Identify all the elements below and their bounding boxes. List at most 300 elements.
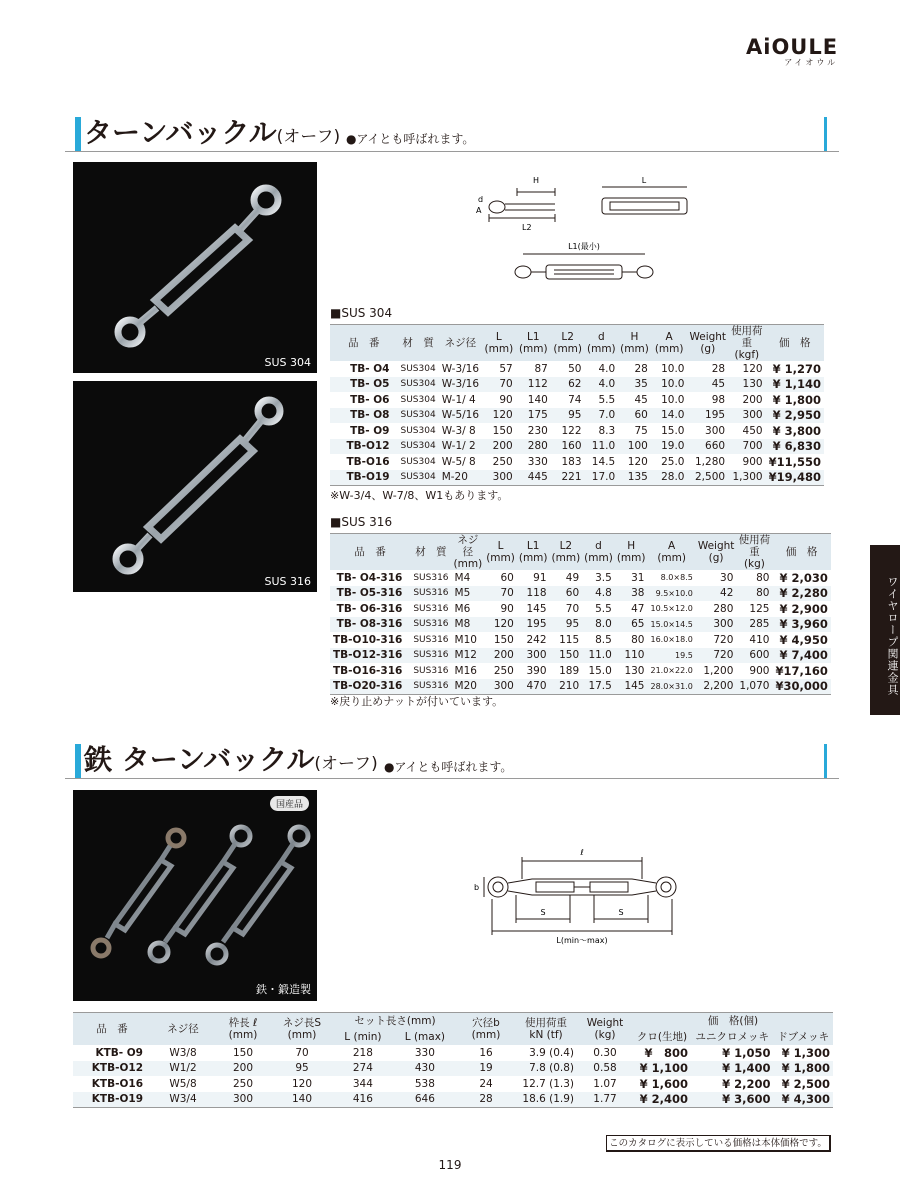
cell: SUS304 <box>400 425 436 436</box>
ktb-head-price-galvanized: ドブメッキ <box>774 1030 833 1045</box>
cell: 28 <box>711 362 726 375</box>
table-ktb <box>73 1012 833 1108</box>
cell: 19 <box>457 1061 515 1077</box>
cell: ¥17,160 <box>775 663 828 678</box>
cell: ¥ 1,300 <box>781 1045 830 1060</box>
cell: 24 <box>479 1077 493 1090</box>
cell: SUS316 <box>410 617 451 633</box>
cell: 11.0 <box>585 439 619 455</box>
cell: 17.0 <box>585 470 619 486</box>
cell: M5 <box>452 586 485 602</box>
cell: 49 <box>565 571 580 584</box>
cell: KTB-O19 <box>73 1092 151 1108</box>
cell: SUS316 <box>410 648 451 664</box>
ktb-head-load: 使用荷重 kN (tf) <box>515 1013 577 1045</box>
cell: 0.58 <box>577 1061 633 1077</box>
diagram1-L1: L1(最小) <box>568 242 600 251</box>
table316-head-A: A (mm) <box>647 534 695 571</box>
diagram2-s1: S <box>540 908 546 917</box>
cell: 1,200 <box>703 664 734 677</box>
cell: 38 <box>615 586 648 602</box>
cell: 14.5 <box>591 455 616 468</box>
cell: 19.0 <box>651 439 688 455</box>
cell: 70 <box>482 377 516 393</box>
cell: 330 <box>527 455 548 468</box>
cell: 300 <box>484 679 517 695</box>
cell: 720 <box>713 633 734 646</box>
cell: 10.0 <box>651 377 688 393</box>
ktb-head-price-unichrome: ユニクロメッキ <box>691 1030 774 1045</box>
cell: 900 <box>749 664 770 677</box>
cell: 300 <box>696 617 737 633</box>
cell: W5/8 <box>169 1077 197 1090</box>
photo-sus316 <box>73 381 317 592</box>
cell: SUS304 <box>398 439 439 455</box>
ktb-head-lmin: L (min) <box>333 1030 393 1045</box>
cell: 150 <box>492 424 513 437</box>
photo-iron <box>73 790 317 1001</box>
cell: 195 <box>517 617 550 633</box>
table316-head-H: H (mm) <box>615 534 648 571</box>
cell: 8.5 <box>595 633 612 646</box>
table-row <box>330 377 824 393</box>
cell: 200 <box>215 1061 271 1077</box>
table304-head-H: H (mm) <box>618 325 651 362</box>
cell: 3.9 (0.4) <box>529 1046 574 1059</box>
cell: 98 <box>711 393 726 406</box>
cell: TB- O4 <box>350 362 390 375</box>
cell: 300 <box>728 408 766 424</box>
cell: 1.77 <box>577 1092 633 1108</box>
cell: ¥19,480 <box>766 470 824 486</box>
diagram2-b: b <box>474 883 480 892</box>
cell: 4.8 <box>582 586 615 602</box>
table316-head-d: d (mm) <box>582 534 615 571</box>
table-row <box>330 632 831 648</box>
cell: 14.0 <box>651 408 688 424</box>
cell: 28 <box>634 362 648 375</box>
page-number: 119 <box>438 1158 462 1172</box>
turnbuckle-dimension-diagram <box>470 172 700 292</box>
table316-note: ※戻り止めナットが付いています。 <box>330 695 504 708</box>
cell: TB-O16-316 <box>333 664 403 677</box>
table-row <box>73 1061 833 1077</box>
cell: 8.3 <box>598 424 616 437</box>
cell: 70 <box>565 602 580 615</box>
logo-text: AiOULE <box>746 35 839 59</box>
ktb-head-frame: 枠長 ℓ (mm) <box>215 1013 271 1045</box>
cell: ¥ 2,500 <box>781 1076 830 1091</box>
cell: TB- O5-316 <box>330 586 410 602</box>
cell: SUS316 <box>410 586 451 602</box>
table304-head-load: 使用荷重 (kgf) <box>728 325 766 362</box>
cell: KTB-O16 <box>91 1077 143 1090</box>
cell: ¥ 3,600 <box>691 1092 774 1108</box>
cell: 95 <box>550 617 583 633</box>
diagram1-L: L <box>641 176 647 185</box>
cell: 1,300 <box>728 470 766 486</box>
cell: ¥ 1,050 <box>722 1045 771 1060</box>
table-row <box>73 1076 833 1092</box>
diagram2-s2: S <box>618 908 624 917</box>
table-row <box>330 570 831 586</box>
cell: 300 <box>705 424 726 437</box>
table304-head-weight: Weight (g) <box>687 325 728 362</box>
diagram1-A: A <box>476 206 482 215</box>
section1-left-bar <box>75 117 81 151</box>
iron-turnbuckles-image <box>73 790 317 1001</box>
cell: 646 <box>393 1092 457 1108</box>
table-row <box>330 361 824 377</box>
cell: 4.0 <box>598 362 616 375</box>
section2-title-paren: (オーフ) <box>314 754 378 774</box>
cell: M16 <box>454 664 477 677</box>
cell: 12.7 (1.3) <box>522 1077 574 1090</box>
cell: 120 <box>484 617 517 633</box>
cell: 250 <box>232 1077 254 1090</box>
table304-head-L2: L2 (mm) <box>551 325 585 362</box>
cell: TB-O20-316 <box>330 679 410 695</box>
ktb-head-thread-len: ネジ長S (mm) <box>271 1013 333 1045</box>
cell: ¥ 2,400 <box>633 1092 691 1108</box>
cell: M12 <box>452 648 485 664</box>
cell: ¥ 2,900 <box>779 601 828 616</box>
table304-head-d: d (mm) <box>585 325 619 362</box>
cell: 175 <box>516 408 551 424</box>
cell: SUS316 <box>413 634 449 645</box>
ktb-head-thread: ネジ径 <box>151 1013 215 1045</box>
cell: M6 <box>454 602 471 615</box>
iron-turnbuckle-dimension-diagram <box>470 843 700 948</box>
cell: 3.5 <box>595 571 612 584</box>
photo-sus316-label: SUS 316 <box>264 575 311 588</box>
cell: 16.0×18.0 <box>650 635 693 645</box>
cell: M-20 <box>439 470 482 486</box>
ktb-head-weight: Weight (kg) <box>577 1013 633 1045</box>
cell: 5.5 <box>598 393 616 406</box>
photo-sus304 <box>73 162 317 373</box>
cell: 2,200 <box>696 679 737 695</box>
table304-head-price: 価 格 <box>766 325 824 362</box>
table304-head-thread: ネジ径 <box>439 325 482 362</box>
cell: 285 <box>736 617 772 633</box>
table316-head-L: L (mm) <box>484 534 517 571</box>
table316-label: ■SUS 316 <box>330 515 393 529</box>
cell: 80 <box>756 571 770 584</box>
photo-iron-label: 鉄・鍛造製 <box>256 983 311 996</box>
cell: 416 <box>333 1092 393 1108</box>
cell: 57 <box>499 362 513 375</box>
table-row <box>330 648 831 664</box>
cell: 1.07 <box>593 1077 617 1090</box>
cell: 100 <box>618 439 651 455</box>
cell: SUS316 <box>413 665 449 676</box>
cell: TB- O4-316 <box>336 571 403 584</box>
cell: 8.0 <box>582 617 615 633</box>
table-row <box>330 408 824 424</box>
cell: 218 <box>352 1046 373 1059</box>
table-row <box>73 1092 833 1108</box>
ktb-head-price: 価 格(個) <box>633 1013 833 1030</box>
cell: W-1/ 2 <box>439 439 482 455</box>
cell: 300 <box>482 470 516 486</box>
cell: 120 <box>742 362 763 375</box>
cell: 445 <box>516 470 551 486</box>
cell: 10.0 <box>661 362 685 375</box>
ktb-head-price-black: クロ(生地) <box>633 1030 691 1045</box>
table-row <box>330 423 824 439</box>
cell: 1,070 <box>736 679 772 695</box>
ktb-head-code: 品 番 <box>73 1013 151 1045</box>
table304-label: ■SUS 304 <box>330 306 393 320</box>
cell: 200 <box>484 648 517 664</box>
cell: 28.0 <box>651 470 688 486</box>
section2-right-bar <box>824 744 827 778</box>
cell: 274 <box>333 1061 393 1077</box>
cell: 140 <box>527 393 548 406</box>
cell: 410 <box>749 633 770 646</box>
cell: 45 <box>634 393 648 406</box>
cell: ¥ 1,800 <box>774 1061 833 1077</box>
cell: 195 <box>687 408 728 424</box>
cell: 122 <box>561 424 582 437</box>
cell: 600 <box>736 648 772 664</box>
table-row <box>330 617 831 633</box>
cell: ¥11,550 <box>768 454 821 469</box>
section2-title-text: 鉄 ターンバックル <box>84 743 315 776</box>
cell: 189 <box>559 664 580 677</box>
cell: 660 <box>687 439 728 455</box>
cell: 7.0 <box>585 408 619 424</box>
cell: 250 <box>492 455 513 468</box>
cell: SUS304 <box>398 377 439 393</box>
cell: 19.5 <box>647 648 695 664</box>
cell: 330 <box>414 1046 435 1059</box>
section1-right-bar <box>824 117 827 151</box>
cell: 10.5×12.0 <box>650 604 693 614</box>
cell: 115 <box>559 633 580 646</box>
cell: 145 <box>526 602 547 615</box>
cell: 700 <box>728 439 766 455</box>
cell: 470 <box>517 679 550 695</box>
table-row <box>330 470 824 486</box>
cell: ¥ 1,140 <box>766 377 824 393</box>
table-row <box>330 679 831 695</box>
cell: 95 <box>271 1061 333 1077</box>
cell: 91 <box>533 571 547 584</box>
cell: SUS304 <box>398 470 439 486</box>
cell: 450 <box>742 424 763 437</box>
cell: ¥ 3,960 <box>772 617 830 633</box>
cell: W-5/ 8 <box>441 455 476 468</box>
diagram1-L2: L2 <box>522 223 532 232</box>
table304-head-A: A (mm) <box>651 325 688 362</box>
table304 <box>330 324 824 486</box>
cell: 60 <box>500 571 514 584</box>
cell: M8 <box>452 617 485 633</box>
diagram2-L: L(min〜max) <box>556 936 608 945</box>
cell: 200 <box>742 393 763 406</box>
cell: 210 <box>550 679 583 695</box>
cell: ¥ 4,300 <box>774 1092 833 1108</box>
cell: 150 <box>493 633 514 646</box>
cell: 31 <box>631 571 645 584</box>
turnbuckle-sus304-image <box>73 162 317 373</box>
cell: SUS316 <box>413 572 449 583</box>
table304-head-L1: L1 (mm) <box>516 325 551 362</box>
cell: TB- O6 <box>350 393 390 406</box>
cell: M4 <box>454 571 471 584</box>
cell: ¥ 3,800 <box>772 423 821 438</box>
section2-title <box>84 745 378 779</box>
table316-head-L2: L2 (mm) <box>550 534 583 571</box>
cell: TB-O10-316 <box>333 633 403 646</box>
cell: 130 <box>624 664 645 677</box>
table-row <box>330 454 824 470</box>
cell: M10 <box>454 633 477 646</box>
table-row <box>330 601 831 617</box>
cell: W-3/16 <box>439 377 482 393</box>
cell: SUS316 <box>413 603 449 614</box>
cell: 300 <box>517 648 550 664</box>
cell: TB- O8-316 <box>330 617 410 633</box>
cell: 150 <box>550 648 583 664</box>
cell: W1/2 <box>151 1061 215 1077</box>
cell: 120 <box>627 455 648 468</box>
cell: 45 <box>687 377 728 393</box>
cell: ¥ 6,830 <box>766 439 824 455</box>
cell: TB- O6-316 <box>336 602 403 615</box>
cell: 10.0 <box>661 393 685 406</box>
cell: 112 <box>516 377 551 393</box>
cell: 21.0×22.0 <box>650 666 693 676</box>
cell: 120 <box>291 1077 313 1090</box>
diagram2-l: ℓ <box>580 848 584 857</box>
cell: ¥ 2,950 <box>766 408 824 424</box>
cell: 118 <box>517 586 550 602</box>
cell: W3/8 <box>169 1046 197 1059</box>
cell: SUS304 <box>400 363 436 374</box>
cell: 16 <box>479 1046 493 1059</box>
cell: 35 <box>618 377 651 393</box>
section1-title-text: ターンバックル <box>84 116 277 149</box>
cell: 900 <box>742 455 763 468</box>
cell: 280 <box>713 602 734 615</box>
cell: 130 <box>728 377 766 393</box>
cell: TB-O16 <box>346 455 390 468</box>
cell: 390 <box>526 664 547 677</box>
cell: 80 <box>631 633 645 646</box>
cell: 120 <box>482 408 516 424</box>
cell: 87 <box>534 362 548 375</box>
cell: 135 <box>618 470 651 486</box>
cell: 90 <box>500 602 514 615</box>
cell: W3/4 <box>151 1092 215 1108</box>
section2-note: ●アイとも呼ばれます。 <box>384 760 513 774</box>
domestic-badge: 国産品 <box>270 796 309 811</box>
table-row <box>330 586 831 602</box>
cell: TB- O5 <box>330 377 398 393</box>
cell: 2,500 <box>687 470 728 486</box>
cell: 70 <box>484 586 517 602</box>
table316-head-material: 材 質 <box>410 534 451 571</box>
cell: 60 <box>550 586 583 602</box>
cell: 28 <box>457 1092 515 1108</box>
cell: 720 <box>696 648 737 664</box>
cell: 5.5 <box>595 602 612 615</box>
cell: ¥ 2,200 <box>722 1076 771 1091</box>
cell: 25.0 <box>661 455 685 468</box>
cell: 145 <box>615 679 648 695</box>
cell: 70 <box>295 1046 309 1059</box>
table316-head-weight: Weight (g) <box>696 534 737 571</box>
cell: 230 <box>527 424 548 437</box>
cell: W-5/16 <box>439 408 482 424</box>
table316-head-code: 品 番 <box>330 534 410 571</box>
cell: 28.0×31.0 <box>647 679 695 695</box>
cell: 0.30 <box>593 1046 617 1059</box>
cell: 75 <box>634 424 648 437</box>
cell: W-1/ 4 <box>441 393 476 406</box>
cell: 8.0×8.5 <box>660 573 693 583</box>
cell: 42 <box>696 586 737 602</box>
ktb-head-hole: 穴径b (mm) <box>457 1013 515 1045</box>
diagram1-H: H <box>532 176 540 185</box>
cell: 11.0 <box>582 648 615 664</box>
cell: TB-O12-316 <box>330 648 410 664</box>
cell: 4.0 <box>585 377 619 393</box>
cell: 250 <box>493 664 514 677</box>
cell: 74 <box>568 393 582 406</box>
cell: 160 <box>551 439 585 455</box>
table-row <box>330 439 824 455</box>
ktb-head-set-len: セット長さ(mm) <box>333 1013 457 1030</box>
cell: TB- O8 <box>330 408 398 424</box>
cell: W-3/16 <box>441 362 480 375</box>
cell: 242 <box>526 633 547 646</box>
section1-note: ●アイとも呼ばれます。 <box>346 132 475 146</box>
turnbuckle-sus316-image <box>73 381 317 592</box>
cell: ¥ 1,800 <box>772 392 821 407</box>
cell: ¥ 2,280 <box>772 586 830 602</box>
cell: ¥ 1,100 <box>633 1061 691 1077</box>
table304-head-code: 品 番 <box>330 325 398 362</box>
cell: TB- O9 <box>350 424 390 437</box>
cell: W-3/ 8 <box>441 424 476 437</box>
cell: 80 <box>736 586 772 602</box>
cell: 62 <box>551 377 585 393</box>
cell: 47 <box>631 602 645 615</box>
table-row <box>330 663 831 679</box>
cell: KTB- O9 <box>95 1046 143 1059</box>
table304-head-material: 材 質 <box>398 325 439 362</box>
section1-title-paren: (オーフ) <box>276 127 341 147</box>
cell: ¥ 800 <box>644 1045 688 1060</box>
table304-note: ※W-3/4、W-7/8、W1もあります。 <box>330 489 509 502</box>
cell: 30 <box>720 571 734 584</box>
cell: 150 <box>232 1046 254 1059</box>
cell: 344 <box>352 1077 373 1090</box>
cell: ¥ 1,270 <box>772 361 821 376</box>
ktb-head-lmax: L (max) <box>393 1030 457 1045</box>
table316-head-load: 使用荷重 (kg) <box>736 534 772 571</box>
cell: 65 <box>615 617 648 633</box>
brand-logo <box>746 36 838 68</box>
cell: 200 <box>482 439 516 455</box>
cell: 183 <box>561 455 582 468</box>
cell: 430 <box>393 1061 457 1077</box>
table316-head-price: 価 格 <box>772 534 830 571</box>
